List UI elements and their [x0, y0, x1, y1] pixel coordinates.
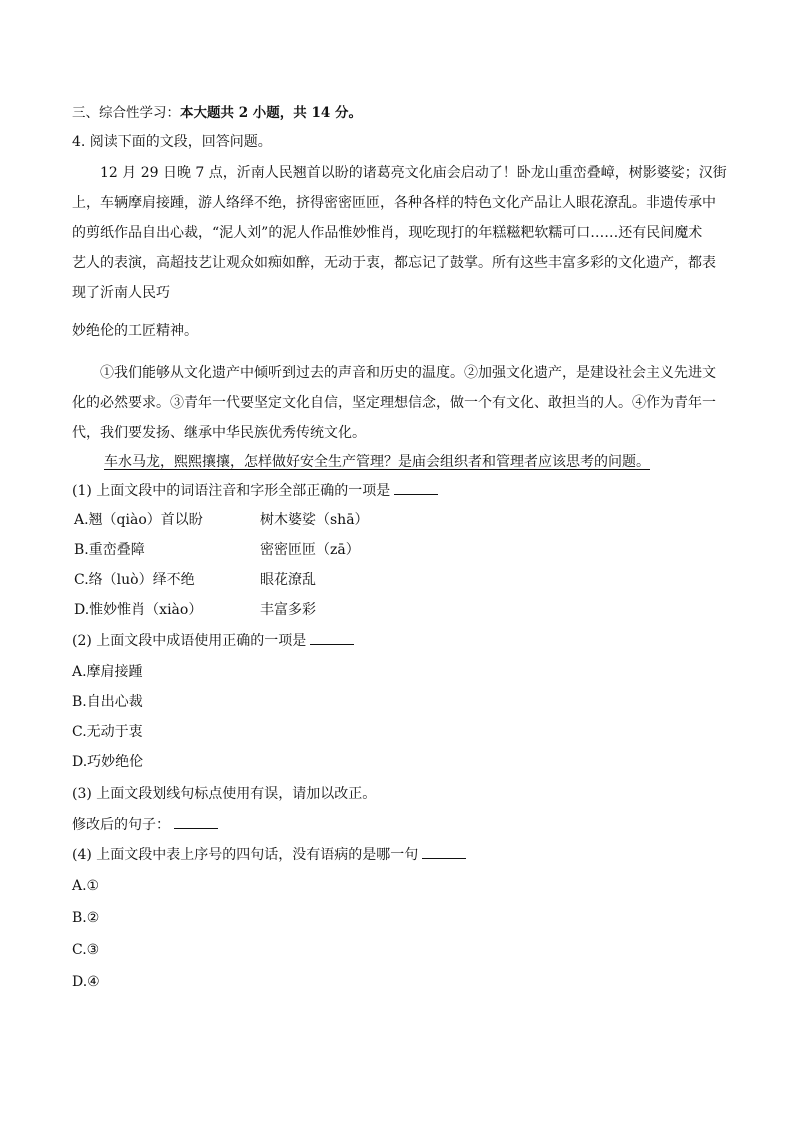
question-2-text: (2) 上面文段中成语使用正确的一项是 — [72, 633, 307, 649]
q4-option-d: D.④ — [72, 974, 100, 990]
passage2-line-1: ①我们能够从文化遗产中倾听到过去的声音和历史的温度。②加强文化遗产，是建设社会主义先进文 — [100, 365, 716, 381]
question-3-stem: (3) 上面文段划线句标点使用有误，请加以改正。 — [72, 786, 377, 802]
revised-sentence-label: 修改后的句子： — [72, 817, 170, 833]
answer-blank — [394, 480, 438, 495]
q1-option-d-left: D.惟妙惟肖（xiào） — [74, 602, 203, 618]
section-prefix: 三、综合性学习： — [72, 105, 180, 121]
section-heading — [72, 103, 362, 123]
q1-option-a-left: A.翘（qiào）首以盼 — [74, 512, 203, 528]
answer-blank — [422, 844, 466, 859]
answer-blank — [310, 630, 354, 645]
passage1-line-1: 12 月 29 日晚 7 点，沂南人民翘首以盼的诸葛亮文化庙会启动了！卧龙山重峦叠嶂，树影婆娑；汉街 — [100, 165, 727, 181]
question-1-stem — [72, 480, 438, 501]
q2-option-d: D.巧妙绝伦 — [72, 754, 144, 770]
q1-option-c-right: 眼花潦乱 — [260, 572, 316, 588]
passage2-line-2: 化的必然要求。③青年一代要坚定文化自信，坚定理想信念，做一个有文化、敢担当的人。④作为青年一 — [72, 395, 716, 411]
q2-option-c: C.无动于衷 — [72, 724, 143, 740]
q2-option-b: B.自出心裁 — [72, 694, 143, 710]
question-4-text: (4) 上面文段中表上序号的四句话，没有语病的是哪一句 — [72, 847, 419, 863]
q4-option-b: B.② — [72, 910, 100, 926]
q1-option-a-right: 树木婆娑（shā） — [260, 512, 369, 528]
answer-blank — [174, 814, 218, 829]
q1-option-c-left: C.络（luò）绎不绝 — [74, 572, 195, 588]
q4-option-c: C.③ — [72, 942, 100, 958]
passage1-line-6: 妙绝伦的工匠精神。 — [72, 323, 198, 339]
section-score-info: 本大题共 2 小题，共 14 分。 — [180, 105, 362, 121]
question-2-stem — [72, 630, 354, 651]
passage1-line-3: 的剪纸作品自出心裁，“泥人刘”的泥人作品惟妙惟肖，现吃现打的年糕糍粑软糯可口……还有民间魔术 — [72, 225, 703, 241]
q2-option-a: A.摩肩接踵 — [72, 664, 143, 680]
q4-option-a: A.① — [72, 878, 100, 894]
passage2-line-3: 代，我们要发扬、继承中华民族优秀传统文化。 — [72, 425, 366, 441]
passage1-line-5: 现了沂南人民巧 — [72, 285, 170, 301]
question-1-text: (1) 上面文段中的词语注音和字形全部正确的一项是 — [72, 483, 391, 499]
passage1-line-4: 艺人的表演，高超技艺让观众如痴如醉，无动于衷，都忘记了鼓掌。所有这些丰富多彩的文化遗产，都表 — [72, 255, 716, 271]
question-title: 4. 阅读下面的文段，回答问题。 — [72, 134, 272, 150]
q1-option-d-right: 丰富多彩 — [260, 602, 316, 618]
question-4-stem — [72, 844, 466, 865]
q1-option-b-right: 密密匝匝（zā） — [260, 542, 360, 558]
question-3-answer-line — [72, 814, 218, 835]
q1-option-b-left: B.重峦叠障 — [74, 542, 145, 558]
underlined-sentence: 车水马龙，熙熙攘攘，怎样做好安全生产管理？是庙会组织者和管理者应该思考的问题。 — [104, 454, 650, 470]
passage1-line-2: 上，车辆摩肩接踵，游人络绎不绝，挤得密密匝匝，各种各样的特色文化产品让人眼花潦乱。非遗传承中 — [72, 195, 716, 211]
